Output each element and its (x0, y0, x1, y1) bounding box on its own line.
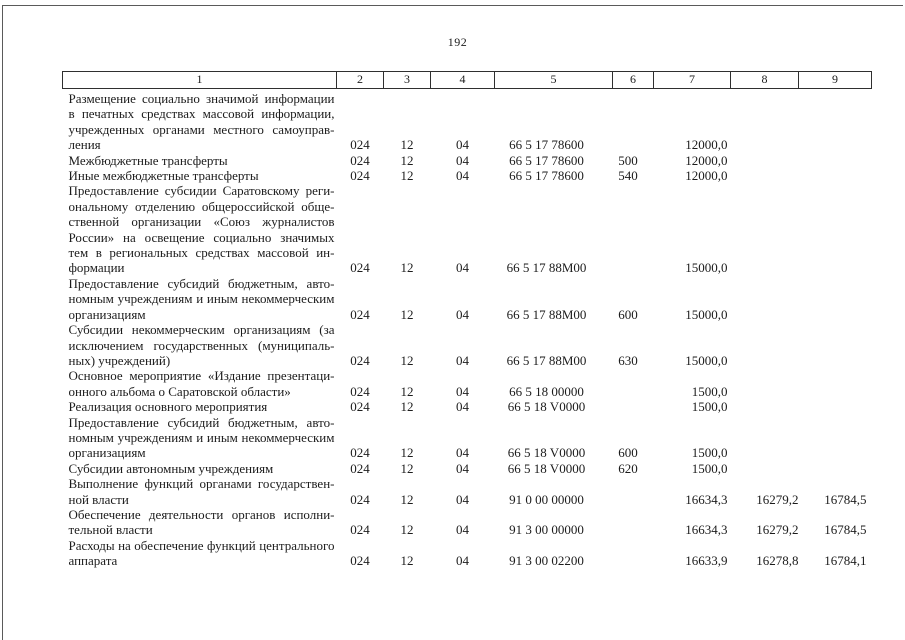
row-value-col8 (731, 89, 799, 153)
budget-table (62, 71, 872, 569)
row-value-col7: 1500,0 (691, 383, 728, 399)
row-value-col8 (731, 276, 799, 322)
column-header-6: 6 (613, 72, 654, 89)
row-value-col2: 024 (350, 152, 370, 168)
row-value-col2: 024 (350, 522, 370, 538)
row-value-col7: 16634,3 (685, 522, 728, 538)
row-value-col2: 024 (350, 460, 370, 476)
row-value-col2: 024 (350, 168, 370, 184)
row-value-col8 (731, 461, 799, 476)
table-row (63, 183, 872, 275)
row-value-col9 (799, 322, 872, 368)
row-value-col6: 540 (618, 168, 638, 184)
row-value-col3: 12 (400, 260, 414, 276)
row-value-col9 (799, 368, 872, 399)
row-value-col3: 12 (400, 460, 414, 476)
row-value-col2: 024 (350, 137, 370, 153)
row-value-col9 (799, 276, 872, 322)
row-value-col6: 600 (618, 445, 638, 461)
row-value-col4: 04 (456, 168, 469, 184)
row-value-col3: 12 (400, 306, 414, 322)
table-header-row (63, 72, 872, 89)
row-label: Выполнение функций органами государственной власти (68, 476, 335, 507)
table-row (63, 153, 872, 168)
row-value-col6 (613, 507, 654, 538)
row-value-col6 (613, 183, 654, 275)
row-value-col7: 1500,0 (691, 399, 728, 415)
row-value-col9 (799, 461, 872, 476)
row-value-col5: 66 5 17 88M00 (506, 260, 587, 276)
row-value-col4: 04 (456, 137, 469, 153)
table-row (63, 276, 872, 322)
column-header-2: 2 (337, 72, 384, 89)
row-value-col5: 66 5 18 V0000 (507, 399, 586, 415)
row-value-col9 (799, 153, 872, 168)
row-value-col8 (731, 153, 799, 168)
column-header-7: 7 (654, 72, 731, 89)
row-value-col9 (799, 183, 872, 275)
row-value-col5: 66 5 17 88M00 (506, 306, 587, 322)
column-header-1: 1 (63, 72, 337, 89)
scan-border-top (2, 5, 903, 6)
row-value-col2: 024 (350, 260, 370, 276)
column-header-9: 9 (799, 72, 872, 89)
scan-border-left (2, 5, 3, 640)
column-header-8: 8 (731, 72, 799, 89)
row-value-col2: 024 (350, 306, 370, 322)
table-row (63, 538, 872, 569)
row-value-col3: 12 (400, 352, 414, 368)
row-value-col2: 024 (350, 445, 370, 461)
row-label: Обеспечение деятельности органов исполнительной власти (68, 506, 335, 538)
row-value-col9: 16784,1 (824, 553, 867, 569)
row-value-col4: 04 (456, 553, 469, 569)
table-row (63, 89, 872, 153)
row-value-col4: 04 (456, 152, 469, 168)
row-label: Реализация основного мероприятия (68, 399, 268, 415)
row-value-col5: 66 5 18 00000 (509, 383, 584, 399)
table-body (63, 89, 872, 569)
row-value-col3: 12 (400, 137, 414, 153)
table-row (63, 368, 872, 399)
row-value-col2: 024 (350, 352, 370, 368)
row-value-col4: 04 (456, 522, 469, 538)
row-value-col7: 16634,3 (685, 491, 728, 507)
row-value-col8 (731, 183, 799, 275)
row-value-col4: 04 (456, 306, 469, 322)
row-value-col5: 66 5 17 78600 (509, 152, 584, 168)
row-value-col3: 12 (400, 491, 414, 507)
row-value-col5: 91 3 00 00000 (509, 522, 584, 538)
table-row (63, 322, 872, 368)
row-value-col4: 04 (456, 460, 469, 476)
row-value-col5: 66 5 17 78600 (509, 137, 584, 153)
row-value-col3: 12 (400, 383, 414, 399)
row-value-col4: 04 (456, 399, 469, 415)
table-row (63, 168, 872, 183)
row-label: Субсидии автономным учреждениям (68, 460, 274, 476)
row-value-col7: 15000,0 (685, 306, 728, 322)
row-label: Предоставление субсидий бюджетным, автономным учреждениям и иным некоммерческим организациям (68, 414, 335, 461)
row-value-col6 (613, 476, 654, 507)
row-value-col9: 16784,5 (824, 491, 867, 507)
row-value-col8 (731, 168, 799, 183)
row-value-col6 (613, 368, 654, 399)
row-label: Иные межбюджетные трансферты (68, 168, 259, 184)
row-value-col7: 1500,0 (691, 460, 728, 476)
column-header-4: 4 (431, 72, 495, 89)
row-label: Субсидии некоммерческим организациям (за исключением государственных (муниципальных) учреждений) (68, 322, 335, 368)
row-label: Межбюджетные трансферты (68, 152, 228, 168)
row-value-col5: 66 5 18 V0000 (507, 445, 586, 461)
row-label: Размещение социально значимой информации в печатных средствах массовой информации, учрежденных органами местного самоуправления (68, 91, 335, 153)
row-value-col9 (799, 415, 872, 461)
row-value-col9 (799, 89, 872, 153)
row-value-col9: 16784,5 (824, 522, 867, 538)
table-row (63, 476, 872, 507)
row-value-col6 (613, 538, 654, 569)
row-value-col7: 15000,0 (685, 352, 728, 368)
row-value-col9 (799, 168, 872, 183)
row-value-col6 (613, 399, 654, 414)
row-value-col4: 04 (456, 445, 469, 461)
row-value-col6: 630 (618, 352, 638, 368)
row-value-col7: 12000,0 (685, 152, 728, 168)
row-value-col2: 024 (350, 553, 370, 569)
row-value-col4: 04 (456, 383, 469, 399)
row-label: Основное мероприятие «Издание презентационного альбома о Саратовской области» (68, 368, 335, 399)
row-value-col5: 66 5 18 V0000 (507, 460, 586, 476)
row-value-col5: 91 0 00 00000 (509, 491, 584, 507)
row-value-col2: 024 (350, 491, 370, 507)
table-row (63, 399, 872, 414)
row-value-col3: 12 (400, 553, 414, 569)
row-value-col8 (731, 368, 799, 399)
row-value-col8: 16279,2 (756, 491, 799, 507)
row-value-col8 (731, 415, 799, 461)
row-value-col3: 12 (400, 152, 414, 168)
column-header-3: 3 (384, 72, 431, 89)
row-value-col7: 16633,9 (685, 553, 728, 569)
row-value-col8: 16278,8 (756, 553, 799, 569)
row-value-col8 (731, 322, 799, 368)
row-label: Расходы на обеспечение функций центрального аппарата (68, 537, 335, 569)
row-value-col5: 91 3 00 02200 (509, 553, 584, 569)
row-value-col9 (799, 399, 872, 414)
row-value-col3: 12 (400, 445, 414, 461)
table-row (63, 461, 872, 476)
row-value-col7: 12000,0 (685, 168, 728, 184)
row-label: Предоставление субсидий бюджетным, автономным учреждениям и иным некоммерческим организациям (68, 275, 335, 322)
row-value-col6: 600 (618, 306, 638, 322)
row-value-col7: 15000,0 (685, 260, 728, 276)
row-value-col5: 66 5 17 78600 (509, 168, 584, 184)
row-value-col2: 024 (350, 399, 370, 415)
row-value-col6 (613, 89, 654, 153)
table-row (63, 415, 872, 461)
row-value-col7: 1500,0 (691, 445, 728, 461)
row-value-col4: 04 (456, 491, 469, 507)
row-value-col3: 12 (400, 522, 414, 538)
row-value-col3: 12 (400, 168, 414, 184)
row-value-col4: 04 (456, 352, 469, 368)
row-label: Предоставление субсидии Саратовскому региональному отделению общероссийской общественной организации «Союз журналистов России» на освещение социально значимых тем в региональных средствах массовой информации (68, 183, 335, 276)
column-header-5: 5 (495, 72, 613, 89)
row-value-col2: 024 (350, 383, 370, 399)
row-value-col7: 12000,0 (685, 137, 728, 153)
row-value-col6: 500 (618, 152, 638, 168)
row-value-col5: 66 5 17 88M00 (506, 352, 587, 368)
row-value-col6: 620 (618, 460, 638, 476)
table-row (63, 507, 872, 538)
row-value-col4: 04 (456, 260, 469, 276)
row-value-col8 (731, 399, 799, 414)
row-value-col3: 12 (400, 399, 414, 415)
row-value-col8: 16279,2 (756, 522, 799, 538)
page-number: 192 (447, 35, 468, 49)
